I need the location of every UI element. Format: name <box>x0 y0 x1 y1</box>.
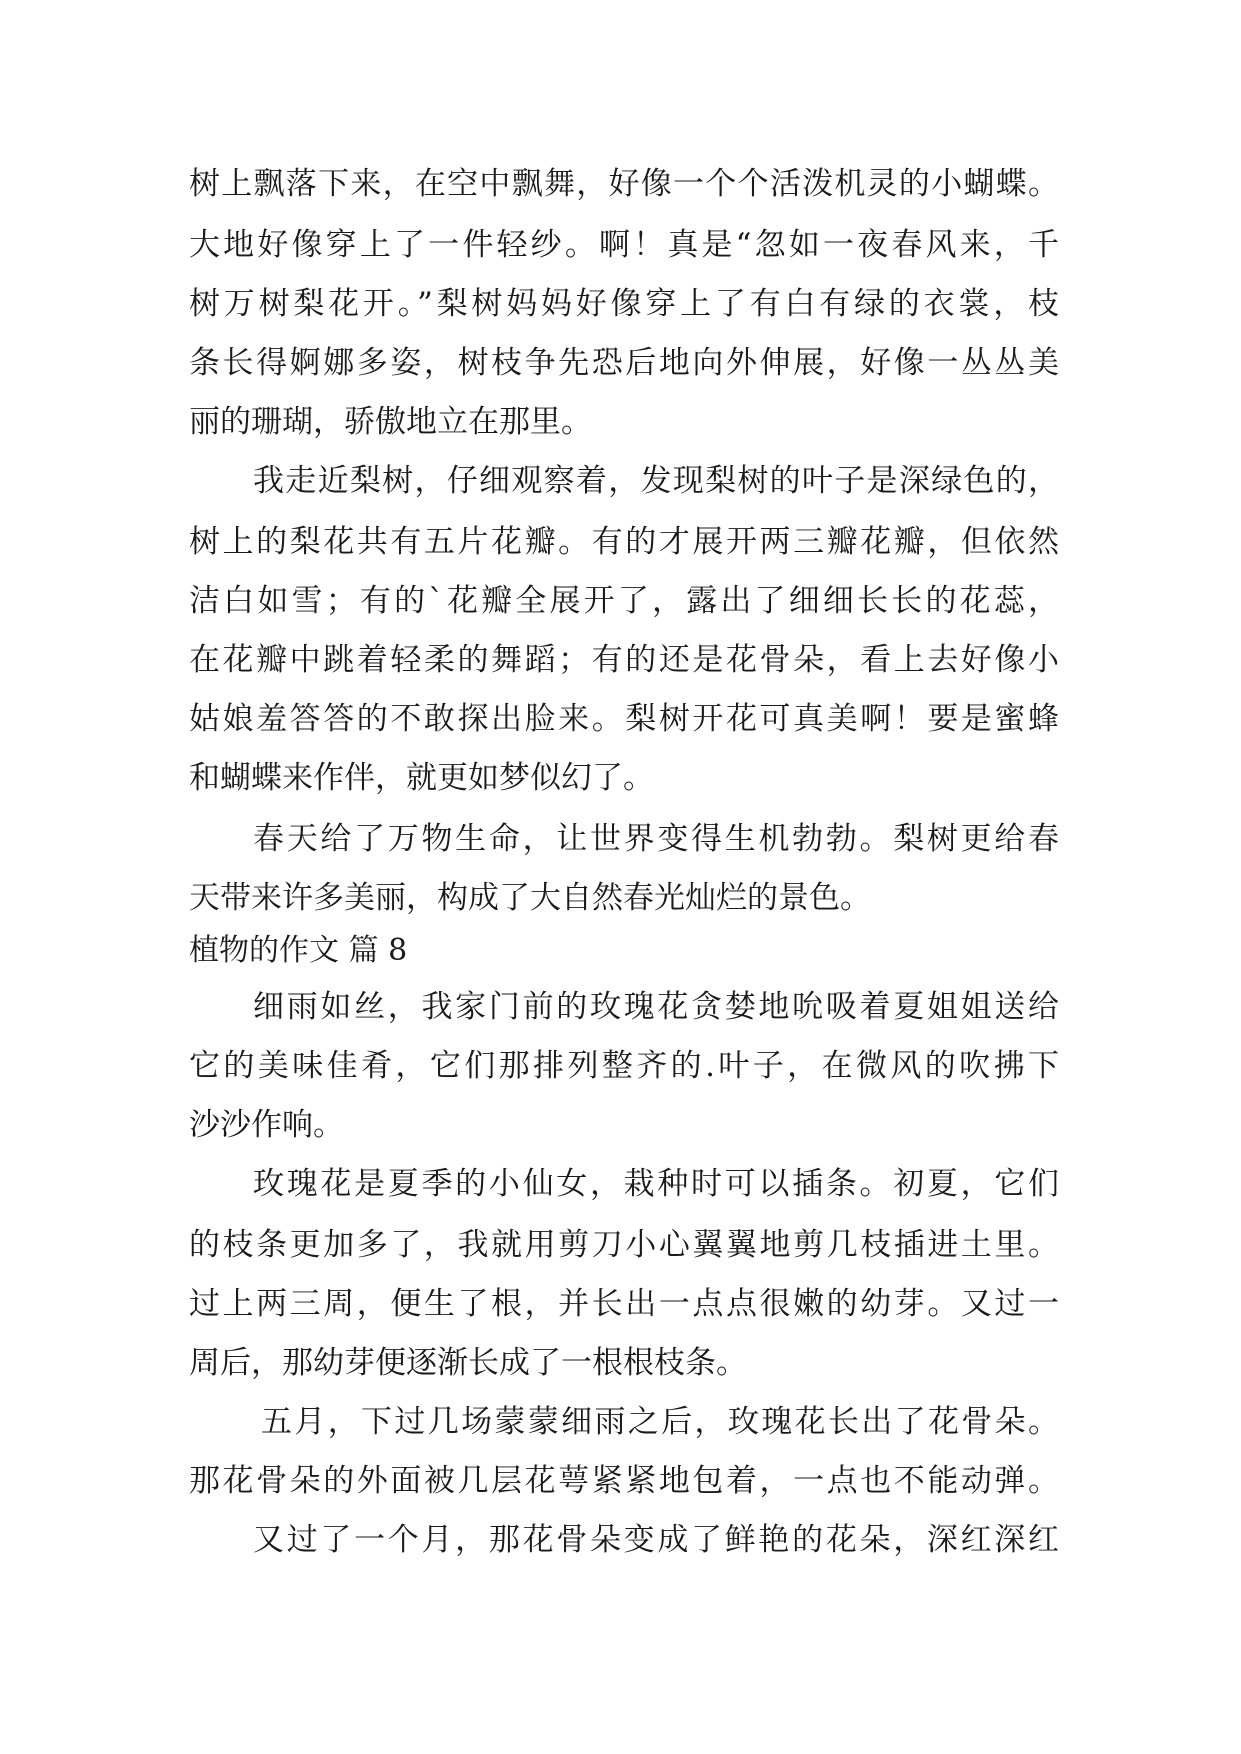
text-line: 树上的梨花共有五片花瓣。有的才展开两三瓣花瓣，但依然 <box>189 524 1059 560</box>
section-heading: 植物的作文 篇 8 <box>189 933 408 968</box>
text-line: 条长得婀娜多姿，树枝争先恐后地向外伸展，好像一丛丛美 <box>189 345 1059 381</box>
paragraph-first-line: 玫瑰花是夏季的小仙女，栽种时可以插条。初夏，它们 <box>253 1166 1059 1202</box>
text-line: 树万树梨花开。”梨树妈妈好像穿上了有白有绿的衣裳，枝 <box>189 286 1059 322</box>
text-line: 树上飘落下来，在空中飘舞，好像一个个活泼机灵的小蝴蝶。 <box>189 166 1059 202</box>
paragraph-first-line: 春天给了万物生命，让世界变得生机勃勃。梨树更给春 <box>253 821 1059 857</box>
text-line: 那花骨朵的外面被几层花萼紧紧地包着，一点也不能动弹。 <box>189 1463 1059 1499</box>
paragraph-first-line: 细雨如丝，我家门前的玫瑰花贪婪地吮吸着夏姐姐送给 <box>253 989 1059 1025</box>
text-line: 大地好像穿上了一件轻纱。啊！真是“忽如一夜春风来，千 <box>189 227 1059 263</box>
text-line: 洁白如雪；有的`花瓣全展开了，露出了细细长长的花蕊， <box>189 583 1059 619</box>
paragraph-first-line: 又过了一个月，那花骨朵变成了鲜艳的花朵，深红深红 <box>253 1522 1059 1558</box>
text-line: 沙沙作响。 <box>189 1107 344 1143</box>
text-line: 它的美味佳肴，它们那排列整齐的.叶子，在微风的吹拂下 <box>189 1048 1059 1084</box>
text-line: 天带来许多美丽，构成了大自然春光灿烂的景色。 <box>189 880 871 916</box>
text-line: 过上两三周，便生了根，并长出一点点很嫩的幼芽。又过一 <box>189 1286 1059 1322</box>
paragraph-first-line: 五月，下过几场蒙蒙细雨之后，玫瑰花长出了花骨朵。 <box>261 1404 1059 1440</box>
text-line: 周后，那幼芽便逐渐长成了一根根枝条。 <box>189 1345 747 1381</box>
text-line: 的枝条更加多了，我就用剪刀小心翼翼地剪几枝插进土里。 <box>189 1227 1059 1263</box>
text-line: 在花瓣中跳着轻柔的舞蹈；有的还是花骨朵，看上去好像小 <box>189 642 1059 678</box>
text-line: 丽的珊瑚，骄傲地立在那里。 <box>189 404 592 440</box>
text-line: 和蝴蝶来作伴，就更如梦似幻了。 <box>189 760 654 796</box>
paragraph-first-line: 我走近梨树，仔细观察着，发现梨树的叶子是深绿色的， <box>253 463 1059 499</box>
text-line: 姑娘羞答答的不敢探出脸来。梨树开花可真美啊！要是蜜蜂 <box>189 701 1059 737</box>
